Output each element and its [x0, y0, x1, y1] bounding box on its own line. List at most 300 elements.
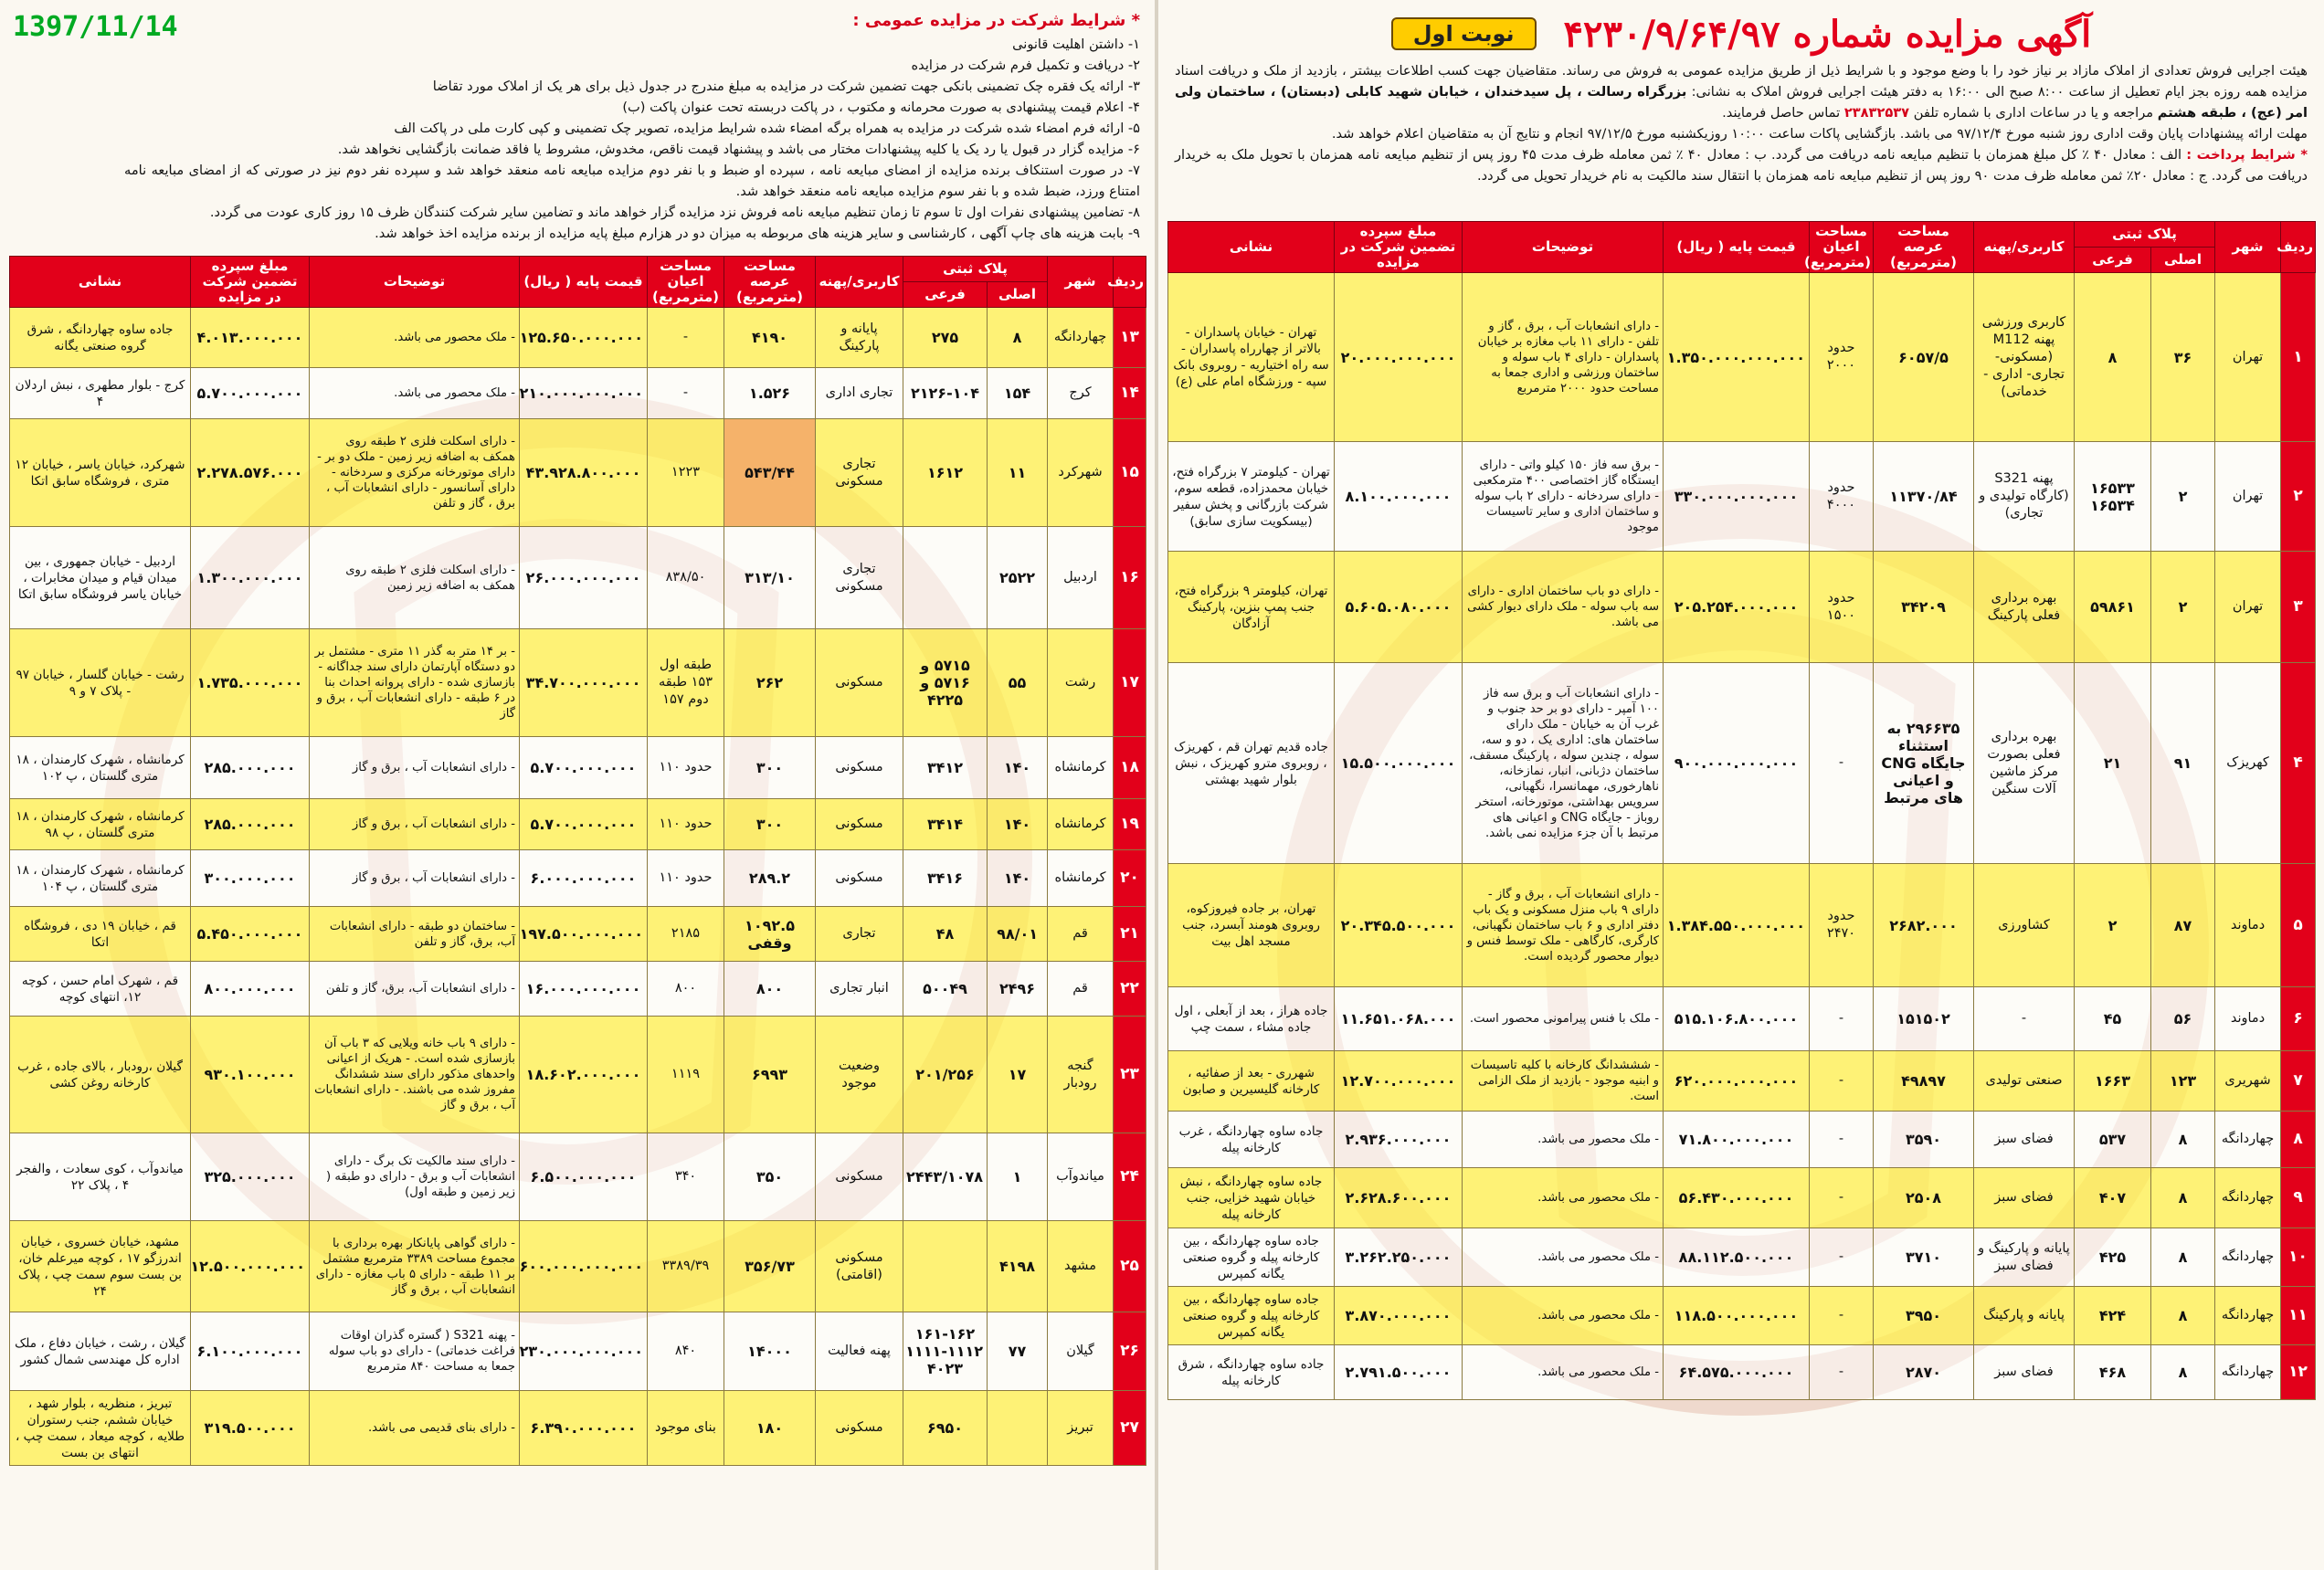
use-cell: مسکونی	[816, 1391, 903, 1466]
city-cell: چهاردانگه	[2215, 1345, 2281, 1400]
ayan-cell: ۱۱۱۹	[648, 1017, 724, 1133]
use-cell: کشاورزی	[1974, 864, 2075, 987]
price-cell: ۱۹۷.۵۰۰.۰۰۰.۰۰۰	[520, 907, 648, 962]
arse-cell: ۲۸۷۰	[1874, 1345, 1974, 1400]
table-row	[10, 368, 1146, 419]
fari-cell: ۱۶۵۳۳ ۱۶۵۳۴	[2075, 442, 2151, 552]
ayan-cell: ۸۳۸/۵۰	[648, 527, 724, 629]
condition-item: ۶- مزایده گزار در قبول یا رد یک یا کلیه پیشنهادات مختار می باشد و پیشنهاد قیمت ناقص، مخدوش، مشروط یا فاقد ضمانت بازگشایی نخواهد شد.	[337, 142, 1140, 157]
address-cell: جاده ساوه چهاردانگه ، بین کارخانه پیله و گروه صنعتی یگانه کمپرس	[1168, 1228, 1335, 1287]
ayan-cell: -	[1810, 1345, 1874, 1400]
asli-cell: ۹۸/۰۱	[988, 907, 1048, 962]
col-arse: مساحت عرصه (مترمربع)	[724, 257, 816, 308]
asli-cell: ۲۴۹۶	[988, 962, 1048, 1017]
city-cell: چهاردانگه	[2215, 1168, 2281, 1228]
table-row	[10, 907, 1146, 962]
deadline-text: مهلت ارائه پیشنهادات پایان وقت اداری روز شنبه مورخ ۹۷/۱۲/۴ می باشد. بازگشایی پاکات ساعت ۱۰:۰۰ روزیکشنبه مورخ ۹۷/۱۲/۵ انجام و نتایج آن به متقاضیان اعلام خواهد شد.	[1331, 126, 2308, 142]
row-number: ۲۶	[1114, 1312, 1146, 1391]
address-cell: کرمانشاه ، شهرک کارمندان ، ۱۸ متری گلستان ، پ ۱۰۲	[10, 737, 191, 799]
col-row: ردیف	[1114, 257, 1146, 308]
ayan-cell: حدود ۲۴۷۰	[1810, 864, 1874, 987]
table-row	[1168, 663, 2316, 864]
arse-cell: ۳۷۱۰	[1874, 1228, 1974, 1287]
use-cell: -	[1974, 987, 2075, 1051]
col-asli: اصلی	[2151, 248, 2215, 273]
address-cell: جاده ساوه چهاردانگه ، شرق کارخانه پیله	[1168, 1345, 1335, 1400]
deposit-cell: ۱.۷۳۵.۰۰۰.۰۰۰	[191, 629, 310, 737]
fari-cell	[903, 527, 988, 629]
row-number: ۹	[2281, 1168, 2316, 1228]
address-cell: رشت - خیابان گلسار ، خیابان ۹۷ - پلاک ۷ و ۹	[10, 629, 191, 737]
ayan-cell: بنای موجود	[648, 1391, 724, 1466]
ayan-cell: -	[1810, 1168, 1874, 1228]
price-cell: ۲۱۰.۰۰۰.۰۰۰.۰۰۰	[520, 368, 648, 419]
asli-cell: ۱۷	[988, 1017, 1048, 1133]
deposit-cell: ۹۳۰.۱۰۰.۰۰۰	[191, 1017, 310, 1133]
city-cell: اردبیل	[1048, 527, 1114, 629]
city-cell: تبریز	[1048, 1391, 1114, 1466]
table-row	[10, 419, 1146, 527]
fari-cell: ۳۴۱۲	[903, 737, 988, 799]
fari-cell: ۴۵	[2075, 987, 2151, 1051]
arse-cell: ۳۰۰	[724, 737, 816, 799]
address-cell: قم ، شهرک امام حسن ، کوچه ۱۲، انتهای کوچه	[10, 962, 191, 1017]
arse-cell: ۶۹۹۳	[724, 1017, 816, 1133]
city-cell: قم	[1048, 907, 1114, 962]
fari-cell: ۲۷۵	[903, 308, 988, 368]
table-row	[1168, 1345, 2316, 1400]
conditions-title: * شرایط شرکت در مزایده عمومی :	[852, 11, 1140, 30]
table-row	[1168, 273, 2316, 442]
fari-cell	[903, 1221, 988, 1312]
row-number: ۴	[2281, 663, 2316, 864]
price-cell: ۸۸.۱۱۲.۵۰۰.۰۰۰	[1664, 1228, 1810, 1287]
address-cell: جاده ساوه چهاردانگه ، بین کارخانه پیله و گروه صنعتی یگانه کمپرس	[1168, 1287, 1335, 1345]
deposit-cell: ۲.۶۲۸.۶۰۰.۰۰۰	[1335, 1168, 1463, 1228]
use-cell: تجاری	[816, 907, 903, 962]
round-badge: نوبت اول	[1391, 17, 1537, 50]
fari-cell: ۱۶۱۲	[903, 419, 988, 527]
fari-cell: ۵۰۰۴۹	[903, 962, 988, 1017]
price-cell: ۳۳۰.۰۰۰.۰۰۰.۰۰۰	[1664, 442, 1810, 552]
ayan-cell: ۸۴۰	[648, 1312, 724, 1391]
use-cell: تجاری اداری	[816, 368, 903, 419]
asli-cell	[988, 1391, 1048, 1466]
deposit-cell: ۳.۸۷۰.۰۰۰.۰۰۰	[1335, 1287, 1463, 1345]
use-cell: بهره برداری فعلی بصورت مرکز ماشین آلات سنگین	[1974, 663, 2075, 864]
table-row	[1168, 552, 2316, 663]
address-cell: شهرکرد، خیابان یاسر ، خیابان ۱۲ متری ، فروشگاه سابق اتکا	[10, 419, 191, 527]
arse-cell: ۶۰۵۷/۵	[1874, 273, 1974, 442]
price-cell: ۵.۷۰۰.۰۰۰.۰۰۰	[520, 737, 648, 799]
desc-cell: - شششدانگ کارخانه با کلیه تاسیسات و ابنیه موجود - بازدید از ملک الزامی است.	[1463, 1051, 1664, 1112]
ayan-cell: -	[1810, 1051, 1874, 1112]
use-cell: کاربری ورزشی پهنه M112 (مسکونی- تجاری- اداری - خدماتی)	[1974, 273, 2075, 442]
ayan-cell: ۱۲۲۳	[648, 419, 724, 527]
row-number: ۱۴	[1114, 368, 1146, 419]
arse-cell: ۲۸۹.۲	[724, 850, 816, 907]
row-number: ۱۷	[1114, 629, 1146, 737]
city-cell: چهاردانگه	[2215, 1112, 2281, 1168]
arse-cell: ۳۵۶/۷۳	[724, 1221, 816, 1312]
desc-cell: - ملک محصور می باشد.	[1463, 1112, 1664, 1168]
row-number: ۱۲	[2281, 1345, 2316, 1400]
city-cell: کرج	[1048, 368, 1114, 419]
price-cell: ۲۰۵.۲۵۴.۰۰۰.۰۰۰	[1664, 552, 1810, 663]
city-cell: دماوند	[2215, 864, 2281, 987]
ayan-cell: ۸۰۰	[648, 962, 724, 1017]
arse-cell: ۲۹۶۶۳۵ به استثناء جایگاه CNG و اعیانی های مرتبط	[1874, 663, 1974, 864]
address-cell: کرمانشاه ، شهرک کارمندان ، ۱۸ متری گلستان ، پ ۹۸	[10, 799, 191, 850]
city-cell: شهریری	[2215, 1051, 2281, 1112]
asli-cell: ۲	[2151, 552, 2215, 663]
row-number: ۲۷	[1114, 1391, 1146, 1466]
desc-cell: - دارای انشعابات آب ، برق و گاز	[310, 799, 520, 850]
payment-terms: * شرایط پرداخت : الف : معادل ۴۰ ٪ کل مبلغ همزمان با تنظیم مبایعه نامه دریافت می گردد. ب : معادل ۴۰ ٪ ثمن معامله ظرف مدت ۴۵ روز پس از تنظیم مبایعه نامه همزمان با تحویل ملک به خریدار دریافت می گردد. ج : معادل ۲۰٪ ثمن معامله ظرف مدت ۹۰ روز پس از تنظیم مبایعه نامه همزمان با انتقال سند مالکیت به نام خریدار تحویل می گردد.	[1175, 147, 2308, 184]
arse-cell: ۲۶۸۲.۰۰۰	[1874, 864, 1974, 987]
deposit-cell: ۴.۰۱۳.۰۰۰.۰۰۰	[191, 308, 310, 368]
row-number: ۱۱	[2281, 1287, 2316, 1345]
use-cell: پهنه فعالیت	[816, 1312, 903, 1391]
col-fari: فرعی	[903, 282, 988, 308]
use-cell: پایانه و پارکینگ	[816, 308, 903, 368]
desc-cell: - ملک محصور می باشد.	[1463, 1345, 1664, 1400]
desc-cell: - ملک محصور می باشد.	[1463, 1168, 1664, 1228]
table-row	[10, 737, 1146, 799]
fari-cell: ۴۰۷	[2075, 1168, 2151, 1228]
asli-cell: ۱۴۰	[988, 799, 1048, 850]
deposit-cell: ۲.۲۷۸.۵۷۶.۰۰۰	[191, 419, 310, 527]
deposit-cell: ۳.۲۶۲.۲۵۰.۰۰۰	[1335, 1228, 1463, 1287]
row-number: ۲	[2281, 442, 2316, 552]
city-cell: مشهد	[1048, 1221, 1114, 1312]
ayan-cell: -	[648, 308, 724, 368]
use-cell: بهره برداری فعلی پارکینگ	[1974, 552, 2075, 663]
city-cell: چهاردانگه	[1048, 308, 1114, 368]
price-cell: ۷۱.۸۰۰.۰۰۰.۰۰۰	[1664, 1112, 1810, 1168]
city-cell: کرمانشاه	[1048, 850, 1114, 907]
arse-cell: ۳۴۲۰۹	[1874, 552, 1974, 663]
col-address: نشانی	[10, 257, 191, 308]
table-row	[1168, 1228, 2316, 1287]
fari-cell: ۱۶۱-۱۶۲ ۱۱۱۱-۱۱۱۲ ۴۰۲۳	[903, 1312, 988, 1391]
price-cell: ۶۰۰.۰۰۰.۰۰۰.۰۰۰	[520, 1221, 648, 1312]
desc-cell: - ملک محصور می باشد.	[1463, 1228, 1664, 1287]
deposit-cell: ۱.۳۰۰.۰۰۰.۰۰۰	[191, 527, 310, 629]
col-fari: فرعی	[2075, 248, 2151, 273]
city-cell: کرمانشاه	[1048, 737, 1114, 799]
use-cell: انبار تجاری	[816, 962, 903, 1017]
city-cell: گیلان	[1048, 1312, 1114, 1391]
arse-cell: ۱۴۰۰۰	[724, 1312, 816, 1391]
table-row	[10, 1312, 1146, 1391]
price-cell: ۳۴.۷۰۰.۰۰۰.۰۰۰	[520, 629, 648, 737]
address-cell: تهران - خیابان پاسداران - بالاتر از چهارراه پاسداران - سه راه اختیاریه - روبروی بانک سپه - ورزشگاه امام علی (ع)	[1168, 273, 1335, 442]
price-cell: ۶.۳۹۰.۰۰۰.۰۰۰	[520, 1391, 648, 1466]
deposit-cell: ۲.۹۳۶.۰۰۰.۰۰۰	[1335, 1112, 1463, 1168]
deposit-cell: ۳۲۵.۰۰۰.۰۰۰	[191, 1133, 310, 1221]
col-price: قیمت پایه ( ریال)	[520, 257, 648, 308]
table-row	[10, 1017, 1146, 1133]
ayan-cell: -	[1810, 663, 1874, 864]
col-row: ردیف	[2281, 222, 2316, 273]
desc-cell: - دارای انشعابات آب و برق سه فاز ۱۰۰ آمپر - دارای دو بر حد جنوب و غرب آن به خیابان - ملک دارای ساختمان های: اداری یک ، دو و سه، سوله ، چندین سوله ، پارکینگ مسقف، ساختمان دژبانی، انبار، نمازخانه، ناهارخوری، مهمانسرا، نگهبانی، سرویس بهداشتی، موتورخانه، استخر روباز - جایگاه CNG و اعیانی های مرتبط با آن جزء مزایده نمی باشد.	[1463, 663, 1664, 864]
price-cell: ۱.۳۸۴.۵۵۰.۰۰۰.۰۰۰	[1664, 864, 1810, 987]
use-cell: مسکونی	[816, 737, 903, 799]
city-cell: چهاردانگه	[2215, 1287, 2281, 1345]
desc-cell: - دارای انشعابات آب ، برق و گاز	[310, 850, 520, 907]
desc-cell: - دارای اسکلت فلزی ۲ طبقه روی همکف به اضافه زیر زمین - ملک دو بر - دارای موتورخانه مرکزی و سردخانه - دارای آسانسور - دارای انشعابات آب ، برق ، گاز و تلفن	[310, 419, 520, 527]
city-cell: میاندوآب	[1048, 1133, 1114, 1221]
use-cell: صنعتی تولیدی	[1974, 1051, 2075, 1112]
row-number: ۸	[2281, 1112, 2316, 1168]
asli-cell: ۷۷	[988, 1312, 1048, 1391]
col-arse: مساحت عرصه (مترمربع)	[1874, 222, 1974, 273]
fari-cell: ۵۹۸۶۱	[2075, 552, 2151, 663]
deposit-cell: ۸۰۰.۰۰۰.۰۰۰	[191, 962, 310, 1017]
condition-item: ۸- تضامین پیشنهادی نفرات اول تا سوم تا زمان تنظیم مبایعه نامه فروش نزد مزایده گزار خواهد ماند و تضامین سایر شرکت کنندگان ظرف ۱۵ روز کاری عودت می گردد.	[209, 205, 1140, 220]
ayan-cell: حدود ۱۱۰	[648, 737, 724, 799]
fari-cell: ۵۳۷	[2075, 1112, 2151, 1168]
city-cell: تهران	[2215, 442, 2281, 552]
deposit-cell: ۳۱۹.۵۰۰.۰۰۰	[191, 1391, 310, 1466]
col-deposit: مبلغ سپرده تضمین شرکت در مزایده	[191, 257, 310, 308]
table-row	[10, 1221, 1146, 1312]
address-cell: کرمانشاه ، شهرک کارمندان ، ۱۸ متری گلستان ، پ ۱۰۴	[10, 850, 191, 907]
use-cell: فضای سبز	[1974, 1168, 2075, 1228]
ayan-cell: -	[1810, 1112, 1874, 1168]
arse-cell: ۳۵۹۰	[1874, 1112, 1974, 1168]
city-cell: کهریزک	[2215, 663, 2281, 864]
price-cell: ۲۳۰.۰۰۰.۰۰۰.۰۰۰	[520, 1312, 648, 1391]
address-cell: جاده ساوه چهاردانگه ، غرب کارخانه پیله	[1168, 1112, 1335, 1168]
asli-cell: ۱	[988, 1133, 1048, 1221]
fari-cell: ۳۴۱۴	[903, 799, 988, 850]
price-cell: ۵۱۵.۱۰۶.۸۰۰.۰۰۰	[1664, 987, 1810, 1051]
deposit-cell: ۲۸۵.۰۰۰.۰۰۰	[191, 799, 310, 850]
table-row	[10, 799, 1146, 850]
col-city: شهر	[2215, 222, 2281, 273]
table-row	[10, 1133, 1146, 1221]
fari-cell: ۲۱	[2075, 663, 2151, 864]
asli-cell: ۹۱	[2151, 663, 2215, 864]
row-number: ۲۴	[1114, 1133, 1146, 1221]
condition-item: ۲- دریافت و تکمیل فرم شرکت در مزایده	[911, 58, 1140, 73]
col-price: قیمت پایه ( ریال)	[1664, 222, 1810, 273]
desc-cell: - ملک محصور می باشد.	[1463, 1287, 1664, 1345]
asli-cell: ۸	[2151, 1112, 2215, 1168]
desc-cell: - دارای انشعابات آب ، برق و گاز	[310, 737, 520, 799]
col-ayan: مساحت اعیان (مترمربع)	[1810, 222, 1874, 273]
ayan-cell: ۳۴۰	[648, 1133, 724, 1221]
deposit-cell: ۸.۱۰۰.۰۰۰.۰۰۰	[1335, 442, 1463, 552]
desc-cell: - دارای اسکلت فلزی ۲ طبقه روی همکف به اضافه زیر زمین	[310, 527, 520, 629]
table-row	[10, 308, 1146, 368]
deposit-cell: ۲.۷۹۱.۵۰۰.۰۰۰	[1335, 1345, 1463, 1400]
row-number: ۱۳	[1114, 308, 1146, 368]
asli-cell: ۵۶	[2151, 987, 2215, 1051]
fari-cell: ۴۶۸	[2075, 1345, 2151, 1400]
asli-cell: ۸۷	[2151, 864, 2215, 987]
city-cell: تهران	[2215, 552, 2281, 663]
fari-cell: ۳۴۱۶	[903, 850, 988, 907]
fari-cell: ۸	[2075, 273, 2151, 442]
row-number: ۳	[2281, 552, 2316, 663]
condition-item: ۷- در صورت استنکاف برنده مزایده از امضای مبایعه نامه ، سپرده او ضبط و با نفر دوم مزایده مبایعه نامه منعقد خواهد شد و سپرده نفر دوم نیز در صورتی که از امضای مبایعه نامه امتناع ورزد، ضبط شده و با نفر سوم مزایده مبایعه نامه منعقد خواهد شد.	[124, 163, 1140, 199]
asli-cell: ۱۱	[988, 419, 1048, 527]
deposit-cell: ۱۲.۷۰۰.۰۰۰.۰۰۰	[1335, 1051, 1463, 1112]
deposit-cell: ۱۱.۶۵۱.۰۶۸.۰۰۰	[1335, 987, 1463, 1051]
desc-cell: - دارای انشعابات آب ، برق و گاز - دارای ۹ باب منزل مسکونی و یک باب دفتر اداری و ۶ باب ساختمان نگهبانی، کارگری، کارگاهی - ملک توسط فنس و دیوار محصور گردیده است.	[1463, 864, 1664, 987]
deposit-cell: ۲۰.۰۰۰.۰۰۰.۰۰۰	[1335, 273, 1463, 442]
row-number: ۷	[2281, 1051, 2316, 1112]
price-cell: ۶.۰۰۰.۰۰۰.۰۰۰	[520, 850, 648, 907]
fari-cell: ۴۸	[903, 907, 988, 962]
arse-cell: ۱۱۳۷۰/۸۴	[1874, 442, 1974, 552]
city-cell: چهاردانگه	[2215, 1228, 2281, 1287]
asli-cell: ۸	[2151, 1287, 2215, 1345]
use-cell: فضای سبز	[1974, 1112, 2075, 1168]
address-cell: تبریز ، منظریه ، بلوار شهد ، خیابان ششم، جنب رستوران طلایه ، کوچه میعاد ، سمت چپ ، انتهای بن بست	[10, 1391, 191, 1466]
fari-cell: ۱۶۶۳	[2075, 1051, 2151, 1112]
asli-cell: ۱۲۳	[2151, 1051, 2215, 1112]
desc-cell: - دارای انشعابات آب، برق، گاز و تلفن	[310, 962, 520, 1017]
arse-cell: ۳۵۰	[724, 1133, 816, 1221]
arse-cell: ۲۵۰۸	[1874, 1168, 1974, 1228]
condition-item: ۹- بابت هزینه های چاپ آگهی ، کارشناسی و سایر هزینه های مربوطه به میزان دو در هزارم مبلغ پایه مزایده از برنده مزایده اخذ خواهد شد.	[375, 226, 1140, 241]
table-row	[1168, 442, 2316, 552]
ayan-cell: -	[1810, 1228, 1874, 1287]
row-number: ۱۰	[2281, 1228, 2316, 1287]
row-number: ۱۸	[1114, 737, 1146, 799]
deposit-cell: ۱۵.۵۰۰.۰۰۰.۰۰۰	[1335, 663, 1463, 864]
table-row	[1168, 1287, 2316, 1345]
arse-cell: ۸۰۰	[724, 962, 816, 1017]
asli-cell: ۱۴۰	[988, 850, 1048, 907]
use-cell: مسکونی	[816, 799, 903, 850]
deposit-cell: ۲۸۵.۰۰۰.۰۰۰	[191, 737, 310, 799]
price-cell: ۱.۳۵۰.۰۰۰.۰۰۰.۰۰۰	[1664, 273, 1810, 442]
ayan-cell: حدود ۲۰۰۰	[1810, 273, 1874, 442]
use-cell: تجاری مسکونی	[816, 527, 903, 629]
table-row	[10, 1391, 1146, 1466]
ayan-cell: -	[1810, 987, 1874, 1051]
deposit-cell: ۵.۴۵۰.۰۰۰.۰۰۰	[191, 907, 310, 962]
city-cell: تهران	[2215, 273, 2281, 442]
row-number: ۱	[2281, 273, 2316, 442]
price-cell: ۶.۵۰۰.۰۰۰.۰۰۰	[520, 1133, 648, 1221]
col-deposit: مبلغ سپرده تضمین شرکت در مزایده	[1335, 222, 1463, 273]
desc-cell: - برق سه فاز ۱۵۰ کیلو واتی - دارای ایستگاه گاز اختصاصی ۴۰۰ مترمکعبی - دارای سردخانه - دارای ۲ باب سوله و ساختمان اداری و سایر تاسیسات موجود	[1463, 442, 1664, 552]
use-cell: تجاری مسکونی	[816, 419, 903, 527]
asli-cell: ۱۵۴	[988, 368, 1048, 419]
deposit-cell: ۲۰.۳۴۵.۵۰۰.۰۰۰	[1335, 864, 1463, 987]
address-cell: گیلان ، رشت ، خیابان دفاع ، ملک اداره کل مهندسی شمال کشور	[10, 1312, 191, 1391]
ayan-cell: -	[1810, 1287, 1874, 1345]
ayan-cell: طبقه اول ۱۵۳ طبقه دوم ۱۵۷	[648, 629, 724, 737]
row-number: ۲۵	[1114, 1221, 1146, 1312]
use-cell: پایانه و پارکینگ	[1974, 1287, 2075, 1345]
ayan-cell: حدود ۴۰۰۰	[1810, 442, 1874, 552]
desc-cell: - دارای دو باب ساختمان اداری - دارای سه باب سوله - ملک دارای دیوار کشی می باشد.	[1463, 552, 1664, 663]
address-cell: تهران، بر جاده فیروزکوه، روبروی هومند آبسرد، جنب مسجد اهل بیت	[1168, 864, 1335, 987]
asli-cell: ۱۴۰	[988, 737, 1048, 799]
fari-cell: ۲۴۴۳/۱۰۷۸	[903, 1133, 988, 1221]
city-cell: قم	[1048, 962, 1114, 1017]
deposit-cell: ۶.۱۰۰.۰۰۰.۰۰۰	[191, 1312, 310, 1391]
use-cell: فضای سبز	[1974, 1345, 2075, 1400]
asli-cell: ۵۵	[988, 629, 1048, 737]
table-row	[1168, 864, 2316, 987]
arse-cell: ۳۱۳/۱۰	[724, 527, 816, 629]
address-cell: جاده قدیم تهران قم ، کهریزک ، روبروی مترو کهریزک ، نبش بلوار شهید بهشتی	[1168, 663, 1335, 864]
col-plak: پلاک ثبتی	[2075, 222, 2215, 248]
condition-item: ۱- داشتن اهلیت قانونی	[1012, 37, 1140, 52]
ayan-cell: حدود ۱۵۰۰	[1810, 552, 1874, 663]
address-cell: گیلان ،رودبار ، بالای جاده ، غرب کارخانه روغن کشی	[10, 1017, 191, 1133]
auction-table-1	[1167, 221, 2316, 1400]
intro-text: هیئت اجرایی فروش تعدادی از املاک مازاد بر نیاز خود را با وضع موجود و با شرایط ذیل از طریق مزایده عمومی به فروش می رساند. متقاضیان جهت کسب اطلاعات بیشتر ، بازدید از ملک و دریافت اسناد مزایده همه روزه بجز ایام تعطیل از ساعت ۸:۰۰ صبح الی ۱۶:۰۰ به دفتر هیئت اجرایی فروش املاک به نشانی: بزرگراه رسالت ، پل سیدخندان ، خیابان شهید کابلی (دبستان) ، ساختمان ولی امر (عج) ، طبقه هشتم مراجعه و یا در ساعات اداری با شماره تلفن ۲۳۸۳۲۵۳۷ تماس حاصل فرمایند.	[1175, 63, 2308, 121]
price-cell: ۹۰۰.۰۰۰.۰۰۰.۰۰۰	[1664, 663, 1810, 864]
arse-cell: ۱۰۹۲.۵ وقفی	[724, 907, 816, 962]
desc-cell: - بر ۱۴ متر به گذر ۱۱ متری - مشتمل بر دو دستگاه آپارتمان دارای سند جداگانه - بازسازی شده - دارای پروانه احداث بنا در ۶ طبقه - دارای انشعابات آب ، برق و گاز	[310, 629, 520, 737]
address-cell: تهران - کیلومتر ۷ بزرگراه فتح، خیابان محمدزاده، قطعه سوم، شرکت بازرگانی و پخش سفیر (بیسکویت سازی سابق)	[1168, 442, 1335, 552]
city-cell: دماوند	[2215, 987, 2281, 1051]
use-cell: پایانه و پارکینگ و فضای سبز	[1974, 1228, 2075, 1287]
condition-item: ۳- ارائه یک فقره چک تضمینی بانکی جهت تضمین شرکت در مزایده به مبلغ مندرج در جدول ذیل برای هر یک از املاک مورد تقاضا	[432, 79, 1140, 94]
use-cell: مسکونی	[816, 629, 903, 737]
table-row	[10, 629, 1146, 737]
col-use: کاربری/پهنه	[816, 257, 903, 308]
ad-title: آگهی مزایده شماره ۴۲۳۰/۹/۶۴/۹۷	[1563, 12, 2092, 56]
use-cell: مسکونی	[816, 1133, 903, 1221]
condition-item: ۴- اعلام قیمت پیشنهادی به صورت محرمانه و مکتوب ، در پاکت دربسته تحت عنوان پاکت (ب)	[622, 100, 1140, 115]
price-cell: ۱۸.۶۰۲.۰۰۰.۰۰۰	[520, 1017, 648, 1133]
use-cell: مسکونی (اقامتی)	[816, 1221, 903, 1312]
address-cell: جاده ساوه چهاردانگه ، نبش خیابان شهید خزایی، جنب کارخانه پیله	[1168, 1168, 1335, 1228]
address-cell: کرج - بلوار مطهری ، نبش اردلان ۴	[10, 368, 191, 419]
arse-cell: ۳۰۰	[724, 799, 816, 850]
auction-table-2	[9, 256, 1146, 1466]
table-row	[1168, 1051, 2316, 1112]
price-cell: ۱۱۸.۵۰۰.۰۰۰.۰۰۰	[1664, 1287, 1810, 1345]
fari-cell: ۲۰۱/۲۵۶	[903, 1017, 988, 1133]
ayan-cell: ۲۱۸۵	[648, 907, 724, 962]
city-cell: شهرکرد	[1048, 419, 1114, 527]
fari-cell: ۶۹۵۰	[903, 1391, 988, 1466]
arse-cell: ۱۵۱۵۰۲	[1874, 987, 1974, 1051]
col-ayan: مساحت اعیان (مترمربع)	[648, 257, 724, 308]
use-cell: وضعیت موجود	[816, 1017, 903, 1133]
col-plak: پلاک ثبتی	[903, 257, 1048, 282]
table-row	[1168, 987, 2316, 1051]
col-city: شهر	[1048, 257, 1114, 308]
fari-cell: ۲	[2075, 864, 2151, 987]
col-use: کاربری/پهنه	[1974, 222, 2075, 273]
price-cell: ۵۶.۴۳۰.۰۰۰.۰۰۰	[1664, 1168, 1810, 1228]
desc-cell: - پهنه S321 ( گستره گذران اوقات فراغت خدماتی) - دارای دو باب سوله جمعا به مساحت ۸۴۰ مترمربع	[310, 1312, 520, 1391]
address-cell: جاده هراز ، بعد از آبعلی ، اول جاده مشاء ، سمت چپ	[1168, 987, 1335, 1051]
deposit-cell: ۳۰۰.۰۰۰.۰۰۰	[191, 850, 310, 907]
use-cell: مسکونی	[816, 850, 903, 907]
asli-cell: ۸	[2151, 1345, 2215, 1400]
fari-cell: ۴۲۵	[2075, 1228, 2151, 1287]
use-cell: پهنه S321 (کارگاه تولیدی و تجاری)	[1974, 442, 2075, 552]
price-cell: ۶۴.۵۷۵.۰۰۰.۰۰۰	[1664, 1345, 1810, 1400]
row-number: ۲۲	[1114, 962, 1146, 1017]
price-cell: ۴۳.۹۲۸.۸۰۰.۰۰۰	[520, 419, 648, 527]
price-cell: ۵.۷۰۰.۰۰۰.۰۰۰	[520, 799, 648, 850]
